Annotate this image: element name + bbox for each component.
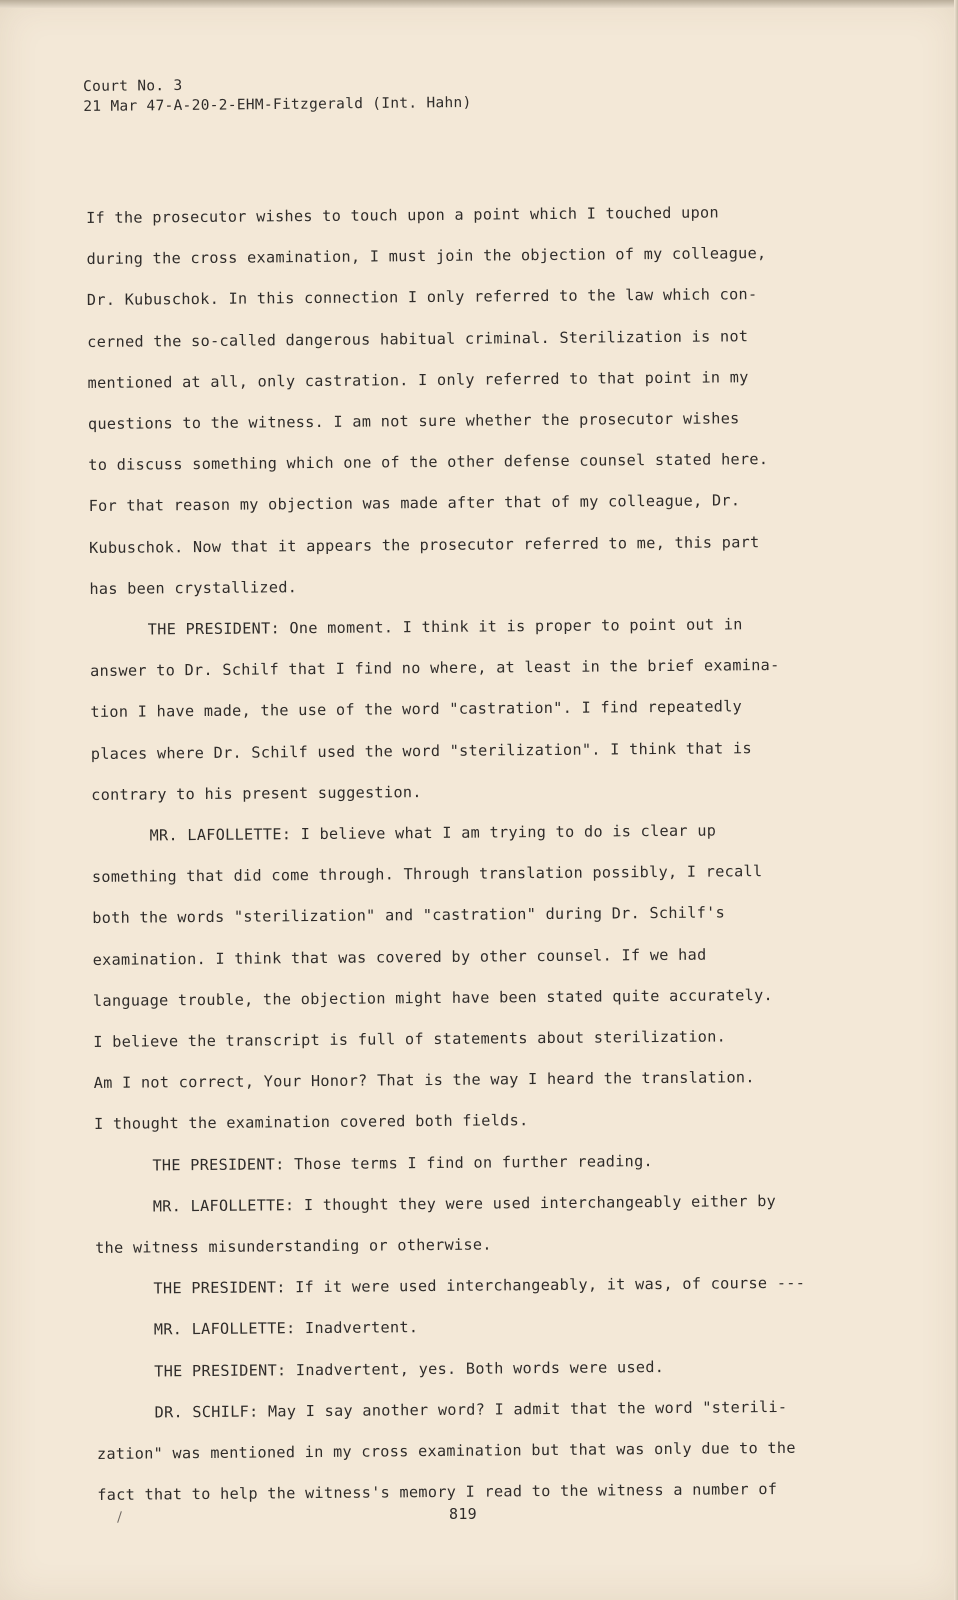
speaker-line: THE PRESIDENT: Those terms I find on further reading. xyxy=(152,1151,654,1175)
text-line: answer to Dr. Schilf that I find no where, at least in the brief examina- xyxy=(90,656,780,681)
text-line: both the words "sterilization" and "castration" during Dr. Schilf's xyxy=(92,903,726,928)
text-line: Am I not correct, Your Honor? That is the way I heard the translation. xyxy=(93,1068,755,1093)
speaker-line: MR. LAFOLLETTE: Inadvertent. xyxy=(153,1318,419,1339)
document-reference: 21 Mar 47-A-20-2-EHM-Fitzgerald (Int. Hahn) xyxy=(83,94,472,115)
text-line: contrary to his present suggestion. xyxy=(91,782,422,804)
page-number: 819 xyxy=(449,1505,477,1523)
speaker-line: MR. LAFOLLETTE: I believe what I am trying to do is clear up xyxy=(149,821,717,845)
text-line: language trouble, the objection might have been stated quite accurately. xyxy=(92,985,774,1010)
speaker-line: THE PRESIDENT: One moment. I think it is proper to point out in xyxy=(147,615,743,639)
text-line: mentioned at all, only castration. I only referred to that point in my xyxy=(87,368,749,392)
text-line: questions to the witness. I am not sure whether the prosecutor wishes xyxy=(87,409,740,434)
text-line: cerned the so-called dangerous habitual criminal. Sterilization is not xyxy=(87,326,749,351)
page-top-edge xyxy=(0,0,958,8)
text-line: to discuss something which one of the other defense counsel stated here. xyxy=(88,450,769,475)
text-line: places where Dr. Schilf used the word "sterilization". I think that is xyxy=(90,738,752,763)
transcript-body xyxy=(86,191,877,1516)
text-line: Dr. Kubuschok. In this connection I only referred to the law which con- xyxy=(86,285,758,310)
text-line: fact that to help the witness's memory I read to the witness a number of xyxy=(97,1480,778,1505)
speaker-line: DR. SCHILF: May I say another word? I admit that the word "sterili- xyxy=(154,1397,788,1422)
text-line: examination. I think that was covered by other counsel. If we had xyxy=(92,945,707,969)
text-line: Kubuschok. Now that it appears the prosecutor referred to me, this part xyxy=(88,532,760,557)
page-right-edge xyxy=(954,0,958,1600)
speaker-line: THE PRESIDENT: If it were used interchangeably, it was, of course --- xyxy=(153,1274,806,1298)
text-line: For that reason my objection was made after that of my colleague, Dr. xyxy=(88,491,741,516)
text-line: tion I have made, the use of the word "castration". I find repeatedly xyxy=(90,697,743,722)
text-line: If the prosecutor wishes to touch upon a point which I touched upon xyxy=(86,203,719,227)
text-line: the witness misunderstanding or otherwise. xyxy=(95,1235,492,1258)
speaker-line: MR. LAFOLLETTE: I thought they were used interchangeably either by xyxy=(152,1191,777,1216)
document-header xyxy=(83,73,472,117)
text-line: I thought the examination covered both fields. xyxy=(94,1111,529,1134)
speaker-line: THE PRESIDENT: Inadvertent, yes. Both words were used. xyxy=(154,1357,665,1381)
text-line: during the cross examination, I must join the objection of my colleague, xyxy=(86,244,767,269)
text-line: I believe the transcript is full of statements about sterilization. xyxy=(93,1027,727,1052)
text-line: has been crystallized. xyxy=(89,578,298,598)
text-line: something that did come through. Through translation possibly, I recall xyxy=(91,862,763,887)
text-line: zation" was mentioned in my cross examination but that was only due to the xyxy=(96,1438,796,1464)
court-number: Court No. 3 xyxy=(83,77,183,95)
